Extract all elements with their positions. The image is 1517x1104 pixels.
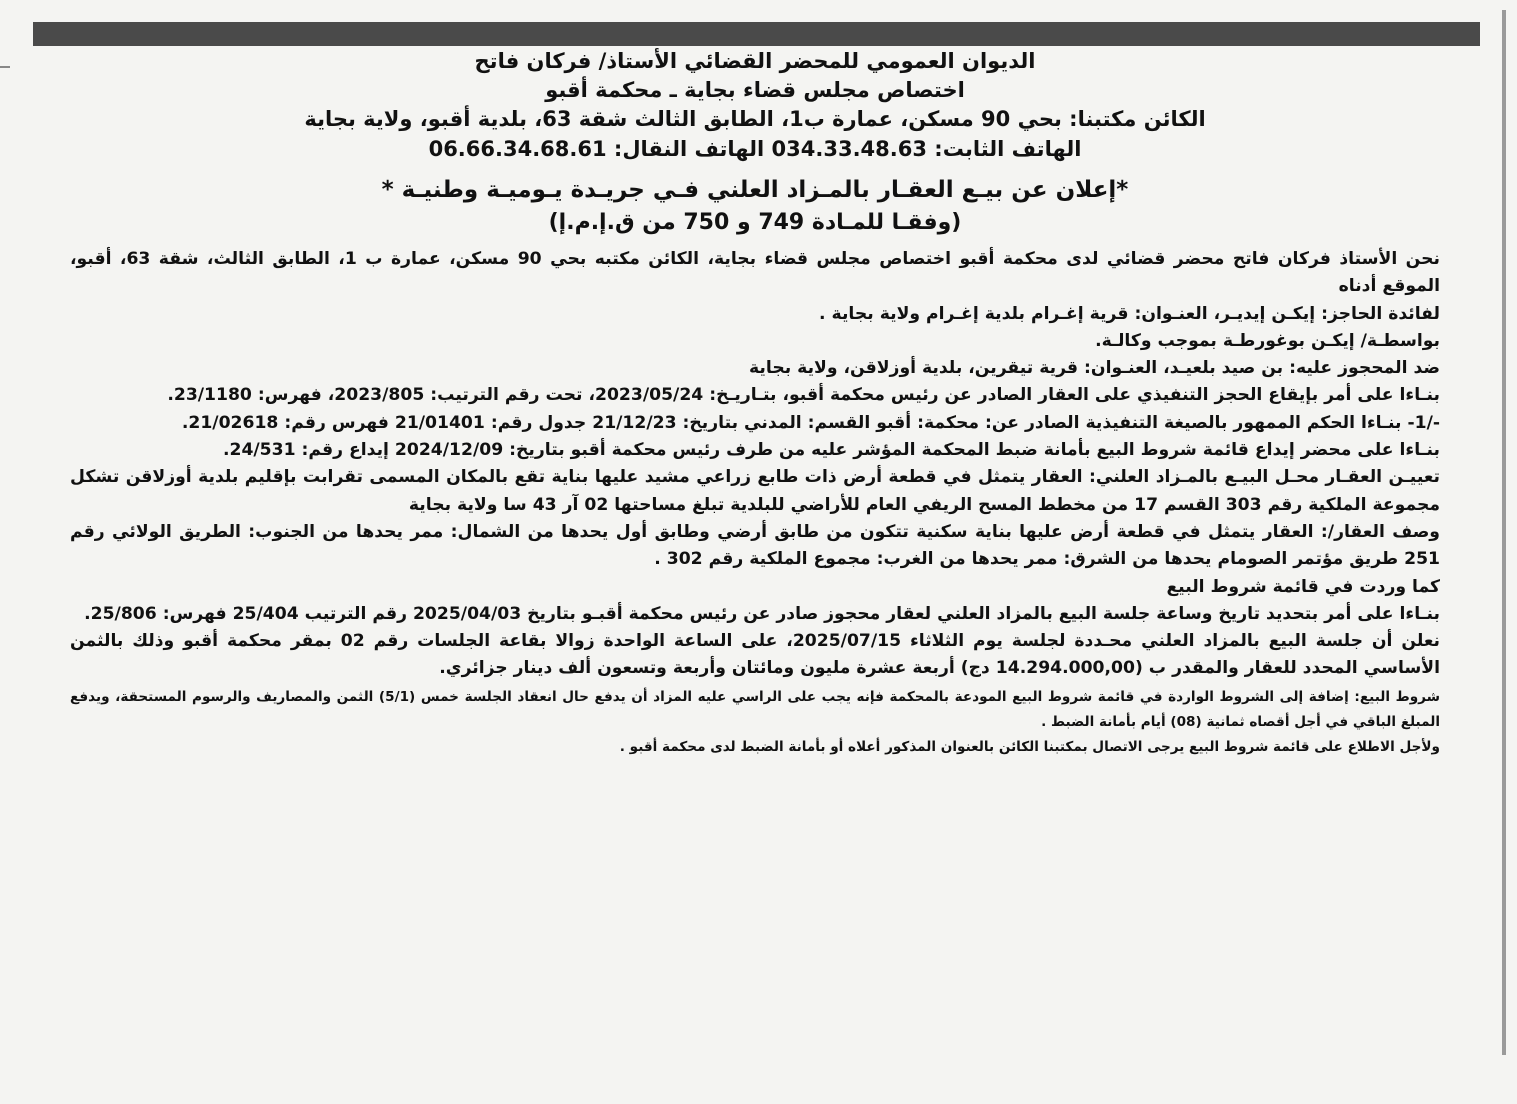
conditions-reference: كما وردت في قائمة شروط البيع — [1166, 576, 1440, 597]
auction-date-paragraph: نعلن أن جلسة البيع بالمزاد العلني محـددة لجلسة يوم الثلاثاء 2025/07/15، على الساعة الواحدة زوالا بقاعة الجلسات رقم 02 بمقر محكمة أقبو وذلك بالثمن الأساسي المحدد للعقار والمقدر ب (14.294.000,00 دج) أربعة عشرة مليون ومائتان وأربعة وتسعون ألف دينار جزائري. — [70, 631, 1440, 679]
payment-terms: شروط البيع: إضافة إلى الشروط الواردة في قائمة شروط البيع المودعة بالمحكمة فإنه يجب على الراسي عليه المزاد أن يدفع حال انعقاد الجلسة خمس (5/1) الثمن والمصاريف والرسوم المستحقة، ويدفع المبلغ الباقي في أجل أقصاه ثمانية (08) أيام بأمانة الضبط . — [70, 688, 1440, 730]
creditor-line: لفائدة الحاجز: إيكـن إيديـر، العنـوان: قرية إغـرام بلدية إغـرام ولاية بجاية . — [819, 303, 1440, 324]
scan-edge-mark — [0, 66, 10, 68]
legal-reference: (وفقـا للمـادة 749 و 750 من ق.إ.م.إ) — [548, 210, 962, 235]
representative-line: بواسطـة/ إيكـن بوغورطـة بموجب وكالـة. — [1095, 330, 1440, 351]
announcement-document — [70, 44, 1440, 1094]
office-address: الكائن مكتبنا: بحي 90 مسكن، عمارة ب1، الطابق الثالث شقة 63، بلدية أقبو، ولاية بجاية — [304, 107, 1206, 131]
scan-right-edge — [1502, 10, 1506, 1055]
property-designation: تعييـن العقـار محـل البيـع بالمـزاد العلني: العقار يتمثل في قطعة أرض ذات طابع زراعي مشيد عليها بناية تقع بالمكان المسمى تقرابت بإقليم بلدية أوزلاقن تشكل مجموعة الملكية رقم 303 القسم 17 من مخطط المسح الريفي العام للأراضي للبلدية تبلغ مساحتها 02 آر 43 سا ولاية بجاية — [70, 467, 1440, 515]
document-header — [70, 46, 1440, 238]
phone-numbers: الهاتف الثابت: 034.33.48.63 الهاتف النقال: 06.66.34.68.61 — [428, 137, 1082, 161]
hearing-order-paragraph: بنـاءا على أمر بتحديد تاريخ وساعة جلسة البيع بالمزاد العلني لعقار محجوز صادر عن رئيس محكمة أقبـو بتاريخ 2025/04/03 رقم الترتيب 25/404 فهرس: 25/806. — [84, 603, 1440, 624]
seizure-order-paragraph: بنـاءا على أمر بإيقاع الحجز التنفيذي على العقار الصادر عن رئيس محكمة أقبو، بتـاريـخ: 2023/05/24، تحت رقم الترتيب: 2023/805، فهرس: 23/1180. — [167, 385, 1440, 406]
debtor-line: ضد المحجوز عليه: بن صيد بلعيـد، العنـوان: قرية تيقرين، بلدية أوزلاقن، ولاية بجاية — [749, 358, 1440, 379]
deposit-paragraph: بنـاءا على محضر إيداع قائمة شروط البيع بأمانة ضبط المحكمة المؤشر عليه من طرف رئيس محكمة أقبو بتاريخ: 2024/12/09 إيداع رقم: 24/531. — [222, 440, 1440, 461]
contact-note: ولأجل الاطلاع على قائمة شروط البيع يرجى الاتصال بمكتبنا الكائن بالعنوان المذكور أعلاه أو بأمانة الضبط لدى محكمة أقبو . — [619, 738, 1440, 755]
bailiff-statement: نحن الأستاذ فركان فاتح محضر قضائي لدى محكمة أقبو اختصاص مجلس قضاء بجاية، الكائن مكتبه بحي 90 مسكن، عمارة ب 1، الطابق الثالث، شقة 63، أقبو، الموقع أدناه — [70, 249, 1440, 297]
judgment-paragraph: -/1- بنـاءا الحكم الممهور بالصيغة التنفيذية الصادر عن: محكمة: أقبو القسم: المدني بتاريخ: 21/12/23 جدول رقم: 21/01401 فهرس رقم: 21/02618. — [181, 412, 1440, 433]
announcement-body — [70, 246, 1440, 683]
sale-terms — [70, 685, 1440, 760]
announcement-title: *إعلان عن بيـع العقـار بالمـزاد العلني فـي جريـدة يـوميـة وطنيـة * — [381, 177, 1129, 203]
property-description: وصف العقار/: العقار يتمثل في قطعة أرض عليها بناية سكنية تتكون من طابق أرضي وطابق أول يحدها من الشمال: ممر يحدها من الجنوب: الطريق الولائي رقم 251 طريق مؤتمر الصومام يحدها من الشرق: ممر يحدها من الغرب: مجموع الملكية رقم 302 . — [70, 521, 1440, 570]
office-name: الديوان العمومي للمحضر القضائي الأستاذ/ فركان فاتح — [474, 49, 1036, 73]
jurisdiction: اختصاص مجلس قضاء بجاية ـ محكمة أقبو — [545, 78, 965, 102]
scan-top-bar — [33, 22, 1480, 46]
